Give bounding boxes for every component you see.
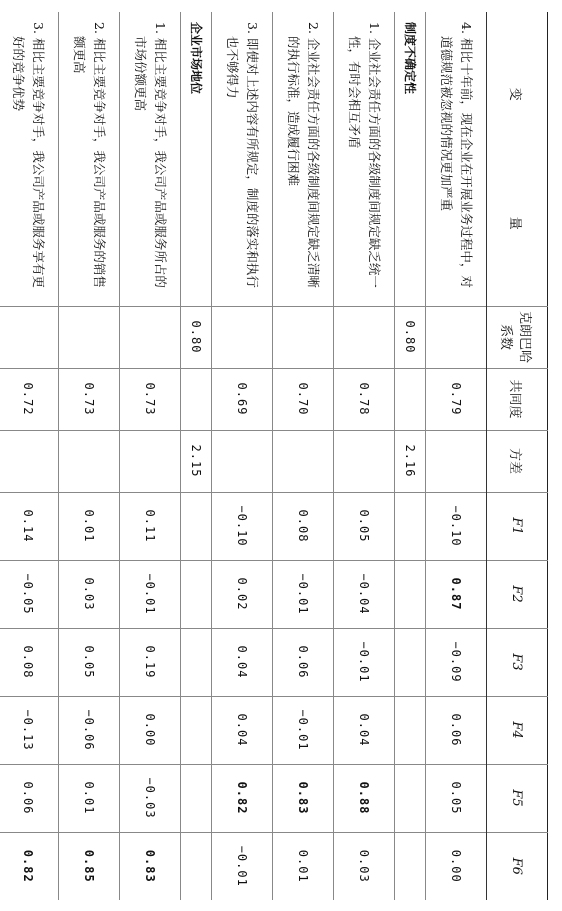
item-label — [0, 12, 59, 306]
item-label-text: 制度不确定性 — [403, 22, 417, 95]
loading-f4-cell: −0.13 — [0, 696, 59, 764]
loading-f6-cell: 0.83 — [120, 832, 181, 900]
loading-f3-cell: −0.01 — [334, 628, 395, 696]
loading-f5-cell: 0.01 — [59, 764, 120, 832]
variance-cell — [120, 430, 181, 492]
item-label — [120, 12, 181, 306]
communality-cell: 0.78 — [334, 368, 395, 430]
loading-f6-cell: −0.01 — [212, 832, 273, 900]
loading-f1-cell — [395, 492, 426, 560]
loading-f2-cell: 0.02 — [212, 560, 273, 628]
variance-cell — [212, 430, 273, 492]
loading-f6-cell: 0.01 — [273, 832, 334, 900]
section-label — [395, 12, 426, 306]
header-factor-f2: F2 — [487, 560, 548, 628]
header-cronbach: 克朗巴哈系数 — [487, 306, 548, 368]
communality-cell: 0.73 — [120, 368, 181, 430]
header-row — [487, 12, 548, 900]
item-label — [426, 12, 487, 306]
item-label-text: 2. 企业社会责任方面的各级制度间规定缺乏清晰的执行标准，造成履行困难 — [286, 22, 321, 288]
cronbach-cell — [0, 306, 59, 368]
loading-f6-cell: 0.03 — [334, 832, 395, 900]
header-communality: 共同度 — [487, 368, 548, 430]
loading-f1-cell: 0.08 — [273, 492, 334, 560]
communality-cell: 0.69 — [212, 368, 273, 430]
variance-cell — [59, 430, 120, 492]
loading-f3-cell — [181, 628, 212, 696]
communality-cell — [181, 368, 212, 430]
loading-f1-cell: 0.05 — [334, 492, 395, 560]
communality-cell: 0.70 — [273, 368, 334, 430]
loading-f4-cell: 0.04 — [334, 696, 395, 764]
cronbach-cell — [59, 306, 120, 368]
loading-f3-cell: 0.06 — [273, 628, 334, 696]
table-row — [59, 12, 120, 900]
communality-cell — [395, 368, 426, 430]
item-label-text: 3. 即使对上述内容有所规定，制度的落实和执行也不够得力 — [225, 22, 260, 288]
loading-f1-cell — [181, 492, 212, 560]
table-row — [0, 12, 59, 900]
loading-f4-cell: 0.04 — [212, 696, 273, 764]
loading-f5-cell: 0.82 — [212, 764, 273, 832]
loading-f5-cell — [181, 764, 212, 832]
loading-f4-cell: 0.00 — [120, 696, 181, 764]
loading-f5-cell: 0.83 — [273, 764, 334, 832]
loading-f4-cell — [181, 696, 212, 764]
item-label — [334, 12, 395, 306]
variance-cell — [334, 430, 395, 492]
loading-f6-cell: 0.85 — [59, 832, 120, 900]
item-label — [59, 12, 120, 306]
table-row — [426, 12, 487, 900]
loading-f1-cell: 0.14 — [0, 492, 59, 560]
loading-f4-cell: 0.06 — [426, 696, 487, 764]
cronbach-cell — [273, 306, 334, 368]
loading-f3-cell — [395, 628, 426, 696]
section-label — [181, 12, 212, 306]
loading-f6-cell — [181, 832, 212, 900]
item-label-text: 3. 相比主要竞争对手，我公司产品或服务享有更好的竞争优势 — [11, 22, 46, 288]
cronbach-cell — [120, 306, 181, 368]
loading-f5-cell — [395, 764, 426, 832]
loading-f6-cell — [395, 832, 426, 900]
loading-f5-cell: 0.88 — [334, 764, 395, 832]
header-variance: 方差 — [487, 430, 548, 492]
loading-f6-cell: 0.82 — [0, 832, 59, 900]
item-label-text: 4. 相比十年前，现在企业在开展业务过程中，对道德规范被忽视的情况更加严重 — [439, 22, 474, 288]
loading-f4-cell: −0.06 — [59, 696, 120, 764]
section-row — [181, 12, 212, 900]
loading-f5-cell: −0.03 — [120, 764, 181, 832]
loading-f5-cell: 0.05 — [426, 764, 487, 832]
loading-f2-cell: 0.03 — [59, 560, 120, 628]
variance-cell — [0, 430, 59, 492]
loading-f4-cell: −0.01 — [273, 696, 334, 764]
cronbach-cell — [334, 306, 395, 368]
cronbach-cell: 0.80 — [395, 306, 426, 368]
loading-f2-cell: 0.87 — [426, 560, 487, 628]
table-row — [334, 12, 395, 900]
header-factor-f4: F4 — [487, 696, 548, 764]
item-label — [212, 12, 273, 306]
loading-f4-cell — [395, 696, 426, 764]
variance-cell: 2.15 — [181, 430, 212, 492]
cronbach-cell: 0.80 — [181, 306, 212, 368]
cronbach-cell — [212, 306, 273, 368]
item-label-text: 2. 相比主要竞争对手，我公司产品或服务的销售额更高 — [72, 22, 107, 288]
table-row — [120, 12, 181, 900]
cronbach-cell — [426, 306, 487, 368]
variance-cell — [273, 430, 334, 492]
variance-cell: 2.16 — [395, 430, 426, 492]
communality-cell: 0.79 — [426, 368, 487, 430]
loading-f1-cell: −0.10 — [212, 492, 273, 560]
loading-f5-cell: 0.06 — [0, 764, 59, 832]
loading-f3-cell: 0.08 — [0, 628, 59, 696]
header-factor-f1: F1 — [487, 492, 548, 560]
header-factor-f6: F6 — [487, 832, 548, 900]
item-label-text: 1. 企业社会责任方面的各级制度间规定缺乏统一性，有时会相互矛盾 — [347, 22, 382, 288]
loading-f1-cell: −0.10 — [426, 492, 487, 560]
loading-f2-cell: −0.04 — [334, 560, 395, 628]
loading-f3-cell: 0.19 — [120, 628, 181, 696]
loading-f3-cell: 0.05 — [59, 628, 120, 696]
loading-f3-cell: 0.04 — [212, 628, 273, 696]
loading-f6-cell: 0.00 — [426, 832, 487, 900]
loading-f1-cell: 0.11 — [120, 492, 181, 560]
section-row — [395, 12, 426, 900]
header-factor-f3: F3 — [487, 628, 548, 696]
loading-f2-cell: −0.01 — [273, 560, 334, 628]
table-row — [273, 12, 334, 900]
loading-f1-cell: 0.01 — [59, 492, 120, 560]
variance-cell — [426, 430, 487, 492]
loading-f3-cell: −0.09 — [426, 628, 487, 696]
loading-f2-cell — [181, 560, 212, 628]
item-label-text: 企业市场地位 — [189, 22, 203, 95]
header-variable: 变 量 — [487, 12, 548, 306]
loading-f2-cell: −0.05 — [0, 560, 59, 628]
loading-f2-cell: −0.01 — [120, 560, 181, 628]
table-body — [0, 12, 487, 900]
loading-f2-cell — [395, 560, 426, 628]
item-label-text: 1. 相比主要竞争对手，我公司产品或服务所占的市场份额更高 — [133, 22, 168, 288]
communality-cell: 0.72 — [0, 368, 59, 430]
item-label — [273, 12, 334, 306]
communality-cell: 0.73 — [59, 368, 120, 430]
table-row — [212, 12, 273, 900]
factor-analysis-table — [0, 12, 548, 900]
header-factor-f5: F5 — [487, 764, 548, 832]
